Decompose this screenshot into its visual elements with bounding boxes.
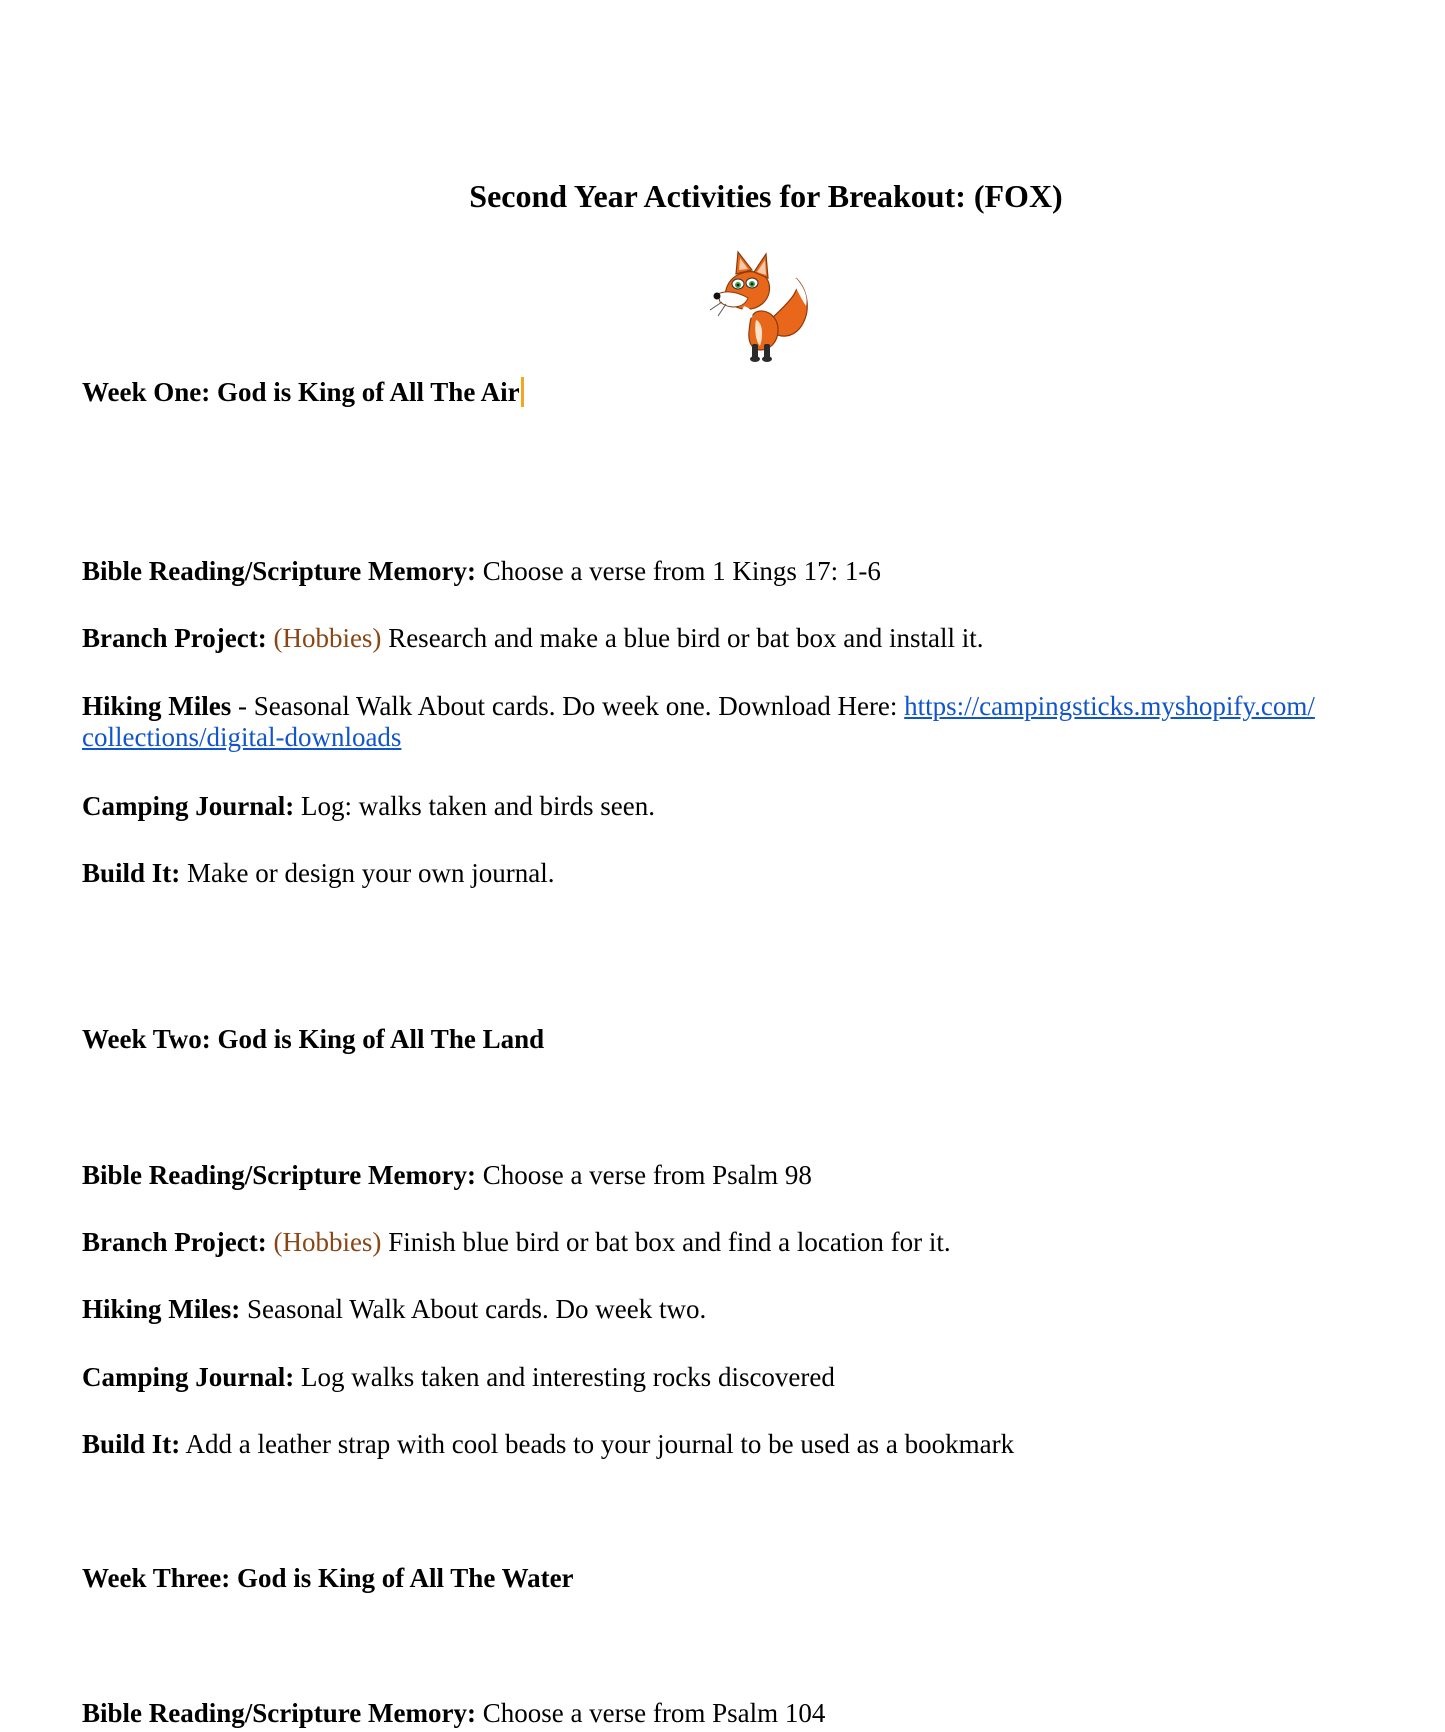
week-two-bible-reading <box>82 1159 812 1191</box>
camping-journal-text: Log walks taken and interesting rocks discovered <box>294 1362 835 1392</box>
hiking-miles-text: - Seasonal Walk About cards. Do week one. Download Here: <box>231 691 905 721</box>
build-it-text: Add a leather strap with cool beads to your journal to be used as a bookmark <box>180 1429 1015 1459</box>
title-row <box>0 176 1445 216</box>
branch-project-text: Research and make a blue bird or bat box and install it. <box>381 623 984 653</box>
week-three-bible-reading <box>82 1697 825 1729</box>
bible-reading-label: Bible Reading/Scripture Memory: <box>82 1160 476 1190</box>
download-link-continued[interactable]: collections/digital-downloads <box>82 722 402 752</box>
week-one-hiking-miles <box>82 690 1315 722</box>
document-title: Second Year Activities for Breakout: (FOX) <box>469 178 1063 214</box>
bible-reading-label: Bible Reading/Scripture Memory: <box>82 1698 476 1728</box>
text-cursor <box>521 377 524 407</box>
bible-reading-label: Bible Reading/Scripture Memory: <box>82 556 476 586</box>
bible-reading-text: Choose a verse from 1 Kings 17: 1-6 <box>475 556 881 586</box>
download-link[interactable]: https://campingsticks.myshopify.com/ <box>904 691 1315 721</box>
week-one-branch-project <box>82 622 984 654</box>
camping-journal-text: Log: walks taken and birds seen. <box>294 791 655 821</box>
branch-project-label: Branch Project: <box>82 623 267 653</box>
week-two-branch-project <box>82 1226 951 1258</box>
week-one-hiking-miles-line2 <box>82 721 401 753</box>
build-it-label: Build It: <box>82 858 181 888</box>
hiking-miles-label: Hiking Miles: <box>82 1294 241 1324</box>
week-one-build-it <box>82 857 554 889</box>
week-three-heading: Week Three: God is King of All The Water <box>82 1563 574 1593</box>
bible-reading-text: Choose a verse from Psalm 98 <box>475 1160 812 1190</box>
week-one-heading-text: Week One: God is King of All The Air <box>82 377 520 407</box>
week-two-build-it <box>82 1428 1014 1460</box>
hiking-miles-label: Hiking Miles <box>82 691 232 721</box>
build-it-label: Build It: <box>82 1429 181 1459</box>
week-two-hiking-miles <box>82 1293 706 1325</box>
branch-project-label: Branch Project: <box>82 1227 267 1257</box>
camping-journal-label: Camping Journal: <box>82 1362 295 1392</box>
build-it-text: Make or design your own journal. <box>180 858 555 888</box>
hiking-miles-text: Seasonal Walk About cards. Do week two. <box>240 1294 707 1324</box>
week-one-camping-journal <box>82 790 655 822</box>
hobbies-tag: (Hobbies) <box>273 623 382 653</box>
bible-reading-text: Choose a verse from Psalm 104 <box>475 1698 826 1728</box>
branch-project-text: Finish blue bird or bat box and find a location for it. <box>381 1227 951 1257</box>
week-two-camping-journal <box>82 1361 835 1393</box>
fox-mascot-icon <box>708 250 813 365</box>
camping-journal-label: Camping Journal: <box>82 791 295 821</box>
week-one-heading <box>82 375 524 409</box>
week-two-heading: Week Two: God is King of All The Land <box>82 1024 545 1054</box>
week-one-bible-reading <box>82 555 881 587</box>
hobbies-tag: (Hobbies) <box>273 1227 382 1257</box>
